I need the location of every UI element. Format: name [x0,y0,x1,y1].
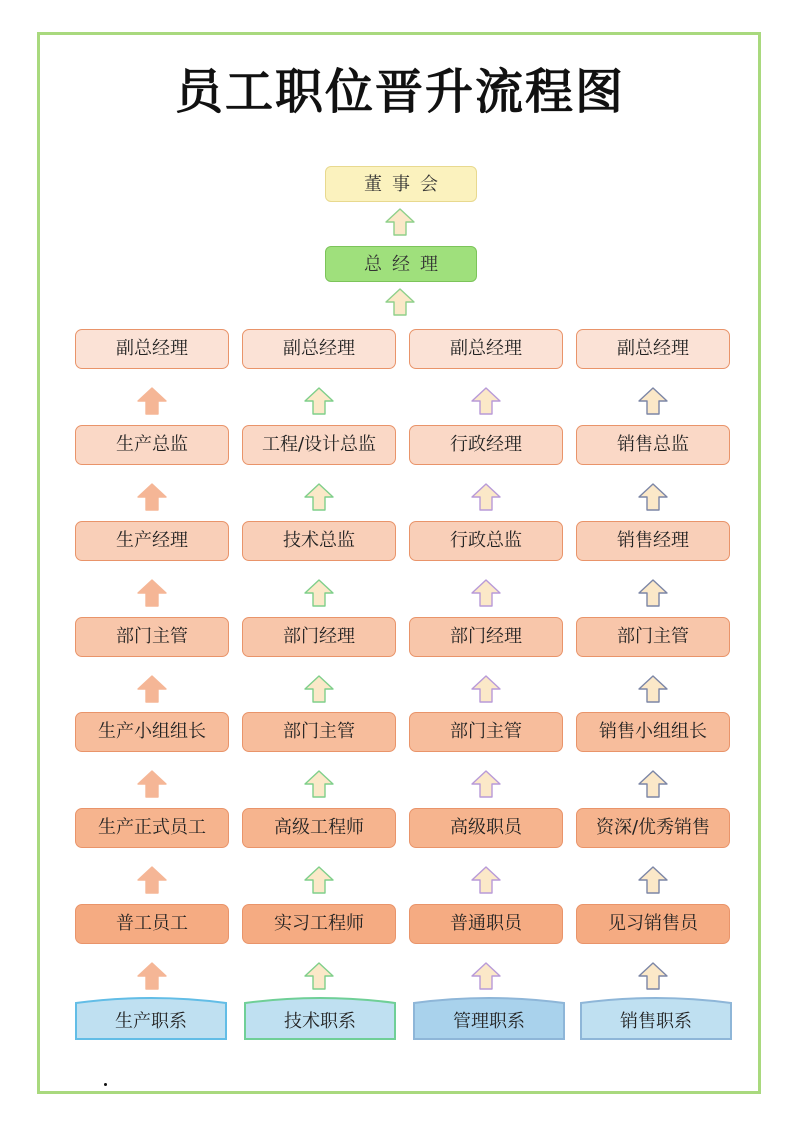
up-arrow-icon [471,675,501,703]
position-box: 部门经理 [242,617,396,657]
position-box: 销售总监 [576,425,730,465]
board-box: 董事会 [325,166,477,202]
up-arrow-icon [471,579,501,607]
position-box: 见习销售员 [576,904,730,944]
position-box: 技术总监 [242,521,396,561]
up-arrow-icon [638,675,668,703]
position-box: 普通职员 [409,904,563,944]
up-arrow-icon [304,866,334,894]
job-family-label: 技术职系 [284,1011,356,1032]
position-box: 高级工程师 [242,808,396,848]
position-box: 部门经理 [409,617,563,657]
up-arrow-icon [471,483,501,511]
position-box: 生产经理 [75,521,229,561]
position-box: 部门主管 [409,712,563,752]
up-arrow-icon [304,579,334,607]
general-manager-box: 总经理 [325,246,477,282]
position-box: 生产总监 [75,425,229,465]
up-arrow-icon [137,579,167,607]
up-arrow-icon [471,962,501,990]
up-arrow-icon [304,387,334,415]
position-box: 副总经理 [75,329,229,369]
position-box: 销售小组组长 [576,712,730,752]
position-box: 生产小组组长 [75,712,229,752]
up-arrow-icon [638,770,668,798]
up-arrow-icon [137,866,167,894]
up-arrow-icon [471,866,501,894]
job-family-label: 管理职系 [453,1011,525,1032]
position-box: 行政经理 [409,425,563,465]
job-family-label: 销售职系 [620,1011,692,1032]
job-family-label: 生产职系 [115,1011,187,1032]
up-arrow-icon [304,962,334,990]
up-arrow-icon [137,387,167,415]
up-arrow-icon [638,866,668,894]
position-box: 部门主管 [75,617,229,657]
job-family-base [75,995,227,1041]
diagram-title: 员工职位晋升流程图 [174,64,625,120]
position-box: 副总经理 [576,329,730,369]
up-arrow-icon [638,962,668,990]
job-family-base [580,995,732,1041]
position-box: 普工员工 [75,904,229,944]
job-family-base [413,995,565,1041]
position-box: 副总经理 [409,329,563,369]
position-box: 部门主管 [242,712,396,752]
position-box: 生产正式员工 [75,808,229,848]
position-box: 部门主管 [576,617,730,657]
up-arrow-icon [638,387,668,415]
stray-dot [104,1083,107,1086]
position-box: 副总经理 [242,329,396,369]
up-arrow-icon [471,770,501,798]
position-box: 行政总监 [409,521,563,561]
job-family-base [244,995,396,1041]
up-arrow-icon [137,483,167,511]
up-arrow-icon [137,675,167,703]
position-box: 工程/设计总监 [242,425,396,465]
arrow-to-general-manager-icon [385,288,415,316]
position-box: 实习工程师 [242,904,396,944]
up-arrow-icon [304,770,334,798]
up-arrow-icon [638,579,668,607]
up-arrow-icon [137,962,167,990]
arrow-to-board-icon [385,208,415,236]
position-box: 销售经理 [576,521,730,561]
up-arrow-icon [304,675,334,703]
up-arrow-icon [137,770,167,798]
up-arrow-icon [638,483,668,511]
position-box: 资深/优秀销售 [576,808,730,848]
up-arrow-icon [471,387,501,415]
up-arrow-icon [304,483,334,511]
position-box: 高级职员 [409,808,563,848]
